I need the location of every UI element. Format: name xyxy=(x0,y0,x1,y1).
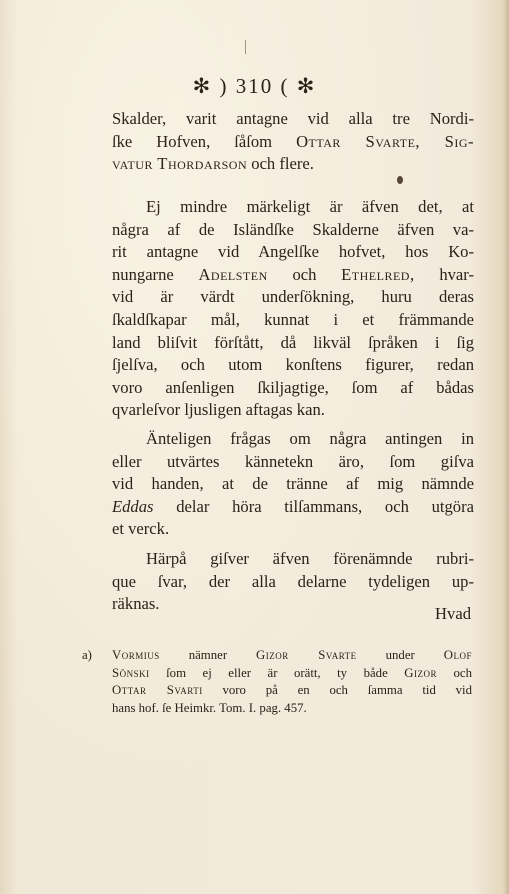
text-line: ſkaldſkapar mål, kunnat i et främmande xyxy=(112,309,474,329)
catchword: Hvad xyxy=(435,604,471,623)
text-line: några af de Isländſke Skalderne äfven va- xyxy=(112,219,474,239)
footnote xyxy=(82,647,472,717)
footnote-line: hans hof. ſe Heimkr. Tom. I. pag. 457. xyxy=(112,700,307,715)
text-line: Ej mindre märkeligt är äfven det, at xyxy=(146,197,474,216)
paragraph-2 xyxy=(112,196,474,422)
text-line: eller utvärtes kännetekn äro, ſom giſva xyxy=(112,451,474,471)
paragraph-4 xyxy=(112,548,474,616)
text-line: Skalder, varit antagne vid alla tre Nordi- xyxy=(112,109,474,128)
text-line: land bliſvit förſtått, då likväl ſpråken i ſig xyxy=(112,332,474,352)
paragraph-3 xyxy=(112,428,474,541)
text-line: räknas. xyxy=(112,594,160,614)
text-line: voro anſenligen ſkiljagtige, ſom af bådas xyxy=(112,377,474,397)
text-line: vid handen, at de tränne af mig nämnde xyxy=(112,474,474,494)
text-line: rit antagne vid Angelſke hofvet, hos Ko- xyxy=(112,242,474,262)
footnote-mark: a) xyxy=(82,648,92,662)
page-header: ✻ ) 310 ( ✻ xyxy=(192,74,317,98)
text-line: ſke Hofven, ſåſom Ottar Svarte, Sig- xyxy=(112,131,475,151)
text-line: vatur Thordarson och flere. xyxy=(112,154,314,174)
text-line: qvarleſvor ljusligen aftagas kan. xyxy=(112,400,325,420)
footnote-line: Ottar Svarti voro på en och ſamma tid vid xyxy=(112,683,472,698)
text-line: nungarne Adelsten och Ethelred, hvar- xyxy=(112,264,474,284)
text-line: ſjelſva, och utom konſtens figurer, redan xyxy=(112,355,474,375)
text-line: Eddas delar höra tilſammans, och utgöra xyxy=(112,496,474,516)
ink-blot xyxy=(397,176,403,184)
ink-mark xyxy=(245,40,246,54)
paragraph-1 xyxy=(112,108,474,176)
text-line: que ſvar, der alla delarne tydeligen up- xyxy=(112,571,474,591)
footnote-line: Vormius nämner Gizor Svarte under Olof xyxy=(112,648,472,662)
text-line: Änteligen frågas om några antingen in xyxy=(146,429,474,448)
text-line: Härpå giſver äfven förenämnde rubri- xyxy=(146,549,474,568)
footnote-line: Sönski ſom ej eller är orätt, ty både Gizor och xyxy=(112,665,472,680)
page-gutter-shadow xyxy=(503,0,509,894)
text-line: vid är värdt underſökning, huru deras xyxy=(112,287,474,307)
text-line: et verck. xyxy=(112,519,170,539)
